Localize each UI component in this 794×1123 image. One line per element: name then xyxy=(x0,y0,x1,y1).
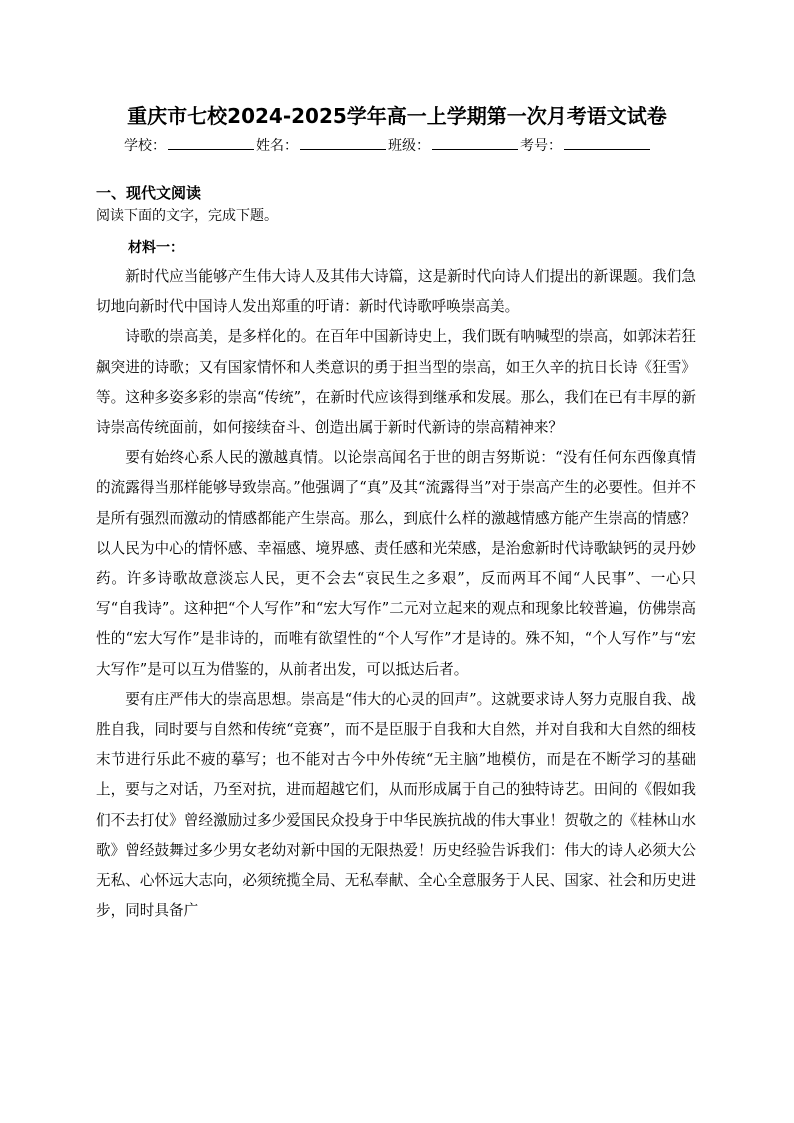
number-label: 考号： xyxy=(520,138,562,154)
school-blank[interactable] xyxy=(168,135,254,150)
material-label: 材料一： xyxy=(128,240,184,256)
reading-passage xyxy=(96,262,696,926)
name-label: 姓名： xyxy=(256,138,298,154)
passage-paragraph: 诗歌的崇高美，是多样化的。在百年中国新诗史上，我们既有呐喊型的崇高，如郭沫若狂飙突进的诗歌；又有国家情怀和人类意识的勇于担当型的崇高，如王久辛的抗日长诗《狂雪》等。这种多姿多彩的崇高“传统”，在新时代应该得到继承和发展。那么，我们在已有丰厚的新诗崇高传统面前，如何接续奋斗、创造出属于新时代新诗的崇高精神来？ xyxy=(96,328,696,437)
class-label: 班级： xyxy=(388,138,430,154)
name-blank[interactable] xyxy=(300,135,386,150)
number-blank[interactable] xyxy=(564,135,650,150)
instruction-text: 阅读下面的文字，完成下题。 xyxy=(96,208,278,224)
passage-paragraph: 要有庄严伟大的崇高思想。崇高是“伟大的心灵的回声”。这就要求诗人努力克服自我、战胜自我，同时要与自然和传统“竞赛”，而不是臣服于自我和大自然，并对自我和大自然的细枝末节进行乐此不疲的摹写；也不能对古今中外传统“无主脑”地模仿，而是在不断学习的基础上，要与之对话，乃至对抗，进而超越它们，从而形成属于自己的独特诗艺。田间的《假如我们不去打仗》曾经激励过多少爱国民众投身于中华民族抗战的伟大事业！贺敬之的《桂林山水歌》曾经鼓舞过多少男女老幼对新中国的无限热爱！历史经验告诉我们：伟大的诗人必须大公无私、心怀远大志向，必须统揽全局、无私奉献、全心全意服务于人民、国家、社会和历史进步，同时具备广 xyxy=(96,690,696,920)
student-info-row xyxy=(124,135,652,155)
section-heading: 一、现代文阅读 xyxy=(96,184,202,202)
passage-paragraph: 要有始终心系人民的激越真情。以论崇高闻名于世的朗吉努斯说：“没有任何东西像真情的流露得当那样能够导致崇高。”他强调了“真”及其“流露得当”对于崇高产生的必要性。但并不是所有强烈而激动的情感都能产生崇高。那么，到底什么样的激越情感方能产生崇高的情感？以人民为中心的情怀感、幸福感、境界感、责任感和光荣感，是治愈新时代诗歌缺钙的灵丹妙药。许多诗歌故意淡忘人民，更不会去“哀民生之多艰”，反而两耳不闻“人民事”、一心只写“自我诗”。这种把“个人写作”和“宏大写作”二元对立起来的观点和现象比较普遍，仿佛崇高性的“宏大写作”是非诗的，而唯有欲望性的“个人写作”才是诗的。殊不知，“个人写作”与“宏大写作”是可以互为借鉴的，从前者出发，可以抵达后者。 xyxy=(96,449,696,678)
passage-paragraph: 新时代应当能够产生伟大诗人及其伟大诗篇，这是新时代向诗人们提出的新课题。我们急切地向新时代中国诗人发出郑重的吁请：新时代诗歌呼唤崇高美。 xyxy=(96,268,696,316)
exam-title: 重庆市七校2024-2025学年高一上学期第一次月考语文试卷 xyxy=(127,104,667,128)
school-label: 学校： xyxy=(124,138,166,154)
class-blank[interactable] xyxy=(432,135,518,150)
